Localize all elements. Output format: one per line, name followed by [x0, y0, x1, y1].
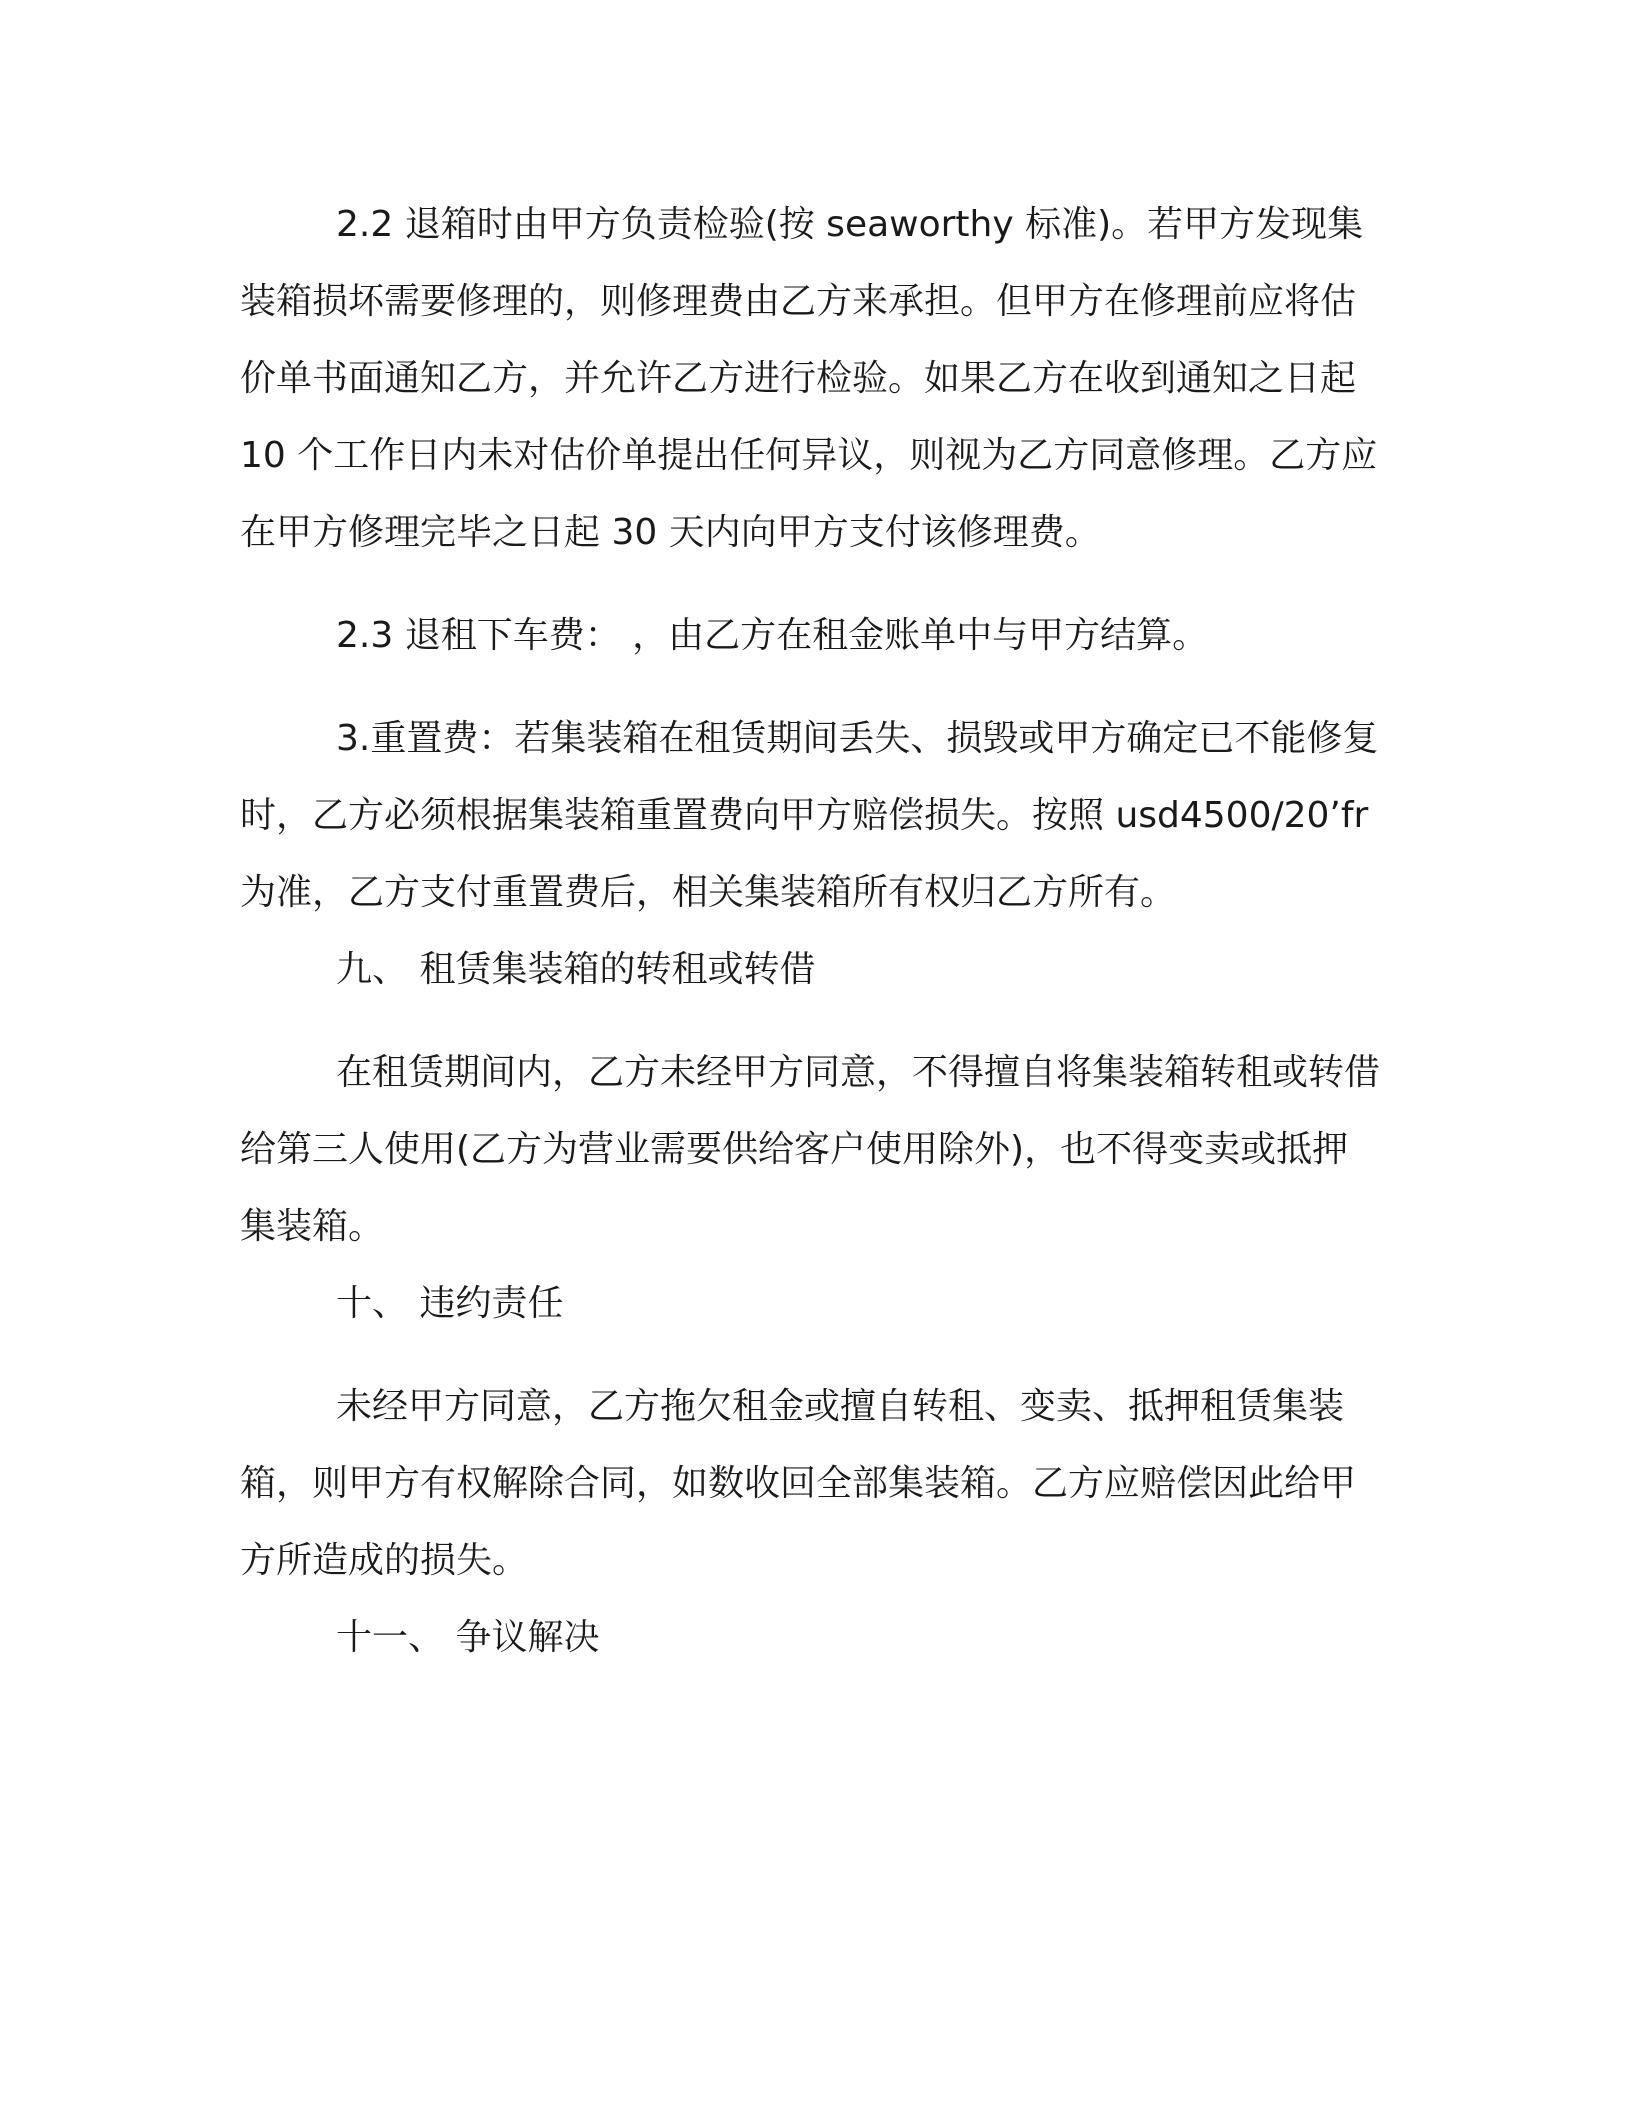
section-9-heading: 九、 租赁集装箱的转租或转借 — [336, 949, 816, 990]
section-9-paragraph: 在租赁期间内，乙方未经甲方同意，不得擅自将集装箱转租或转借给第三人使用(乙方为营业需要供给客户使用除外)，也不得变卖或抵押集装箱。 — [240, 1052, 1381, 1247]
section-10-heading: 十、 违约责任 — [336, 1283, 564, 1324]
clause-2-2-paragraph: 2.2 退箱时由甲方负责检验(按 seaworthy 标准)。若甲方发现集装箱损坏需要修理的，则修理费由乙方来承担。但甲方在修理前应将估价单书面通知乙方，并允许乙方进行检验。如果乙方在收到通知之日起 10 个工作日内未对估价单提出任何异议，则视为乙方同意修理。乙方应在甲方修理完毕之日起 30 天内向甲方支付该修理费。 — [240, 204, 1378, 553]
document-body — [240, 186, 1380, 1676]
section-10-paragraph: 未经甲方同意，乙方拖欠租金或擅自转租、变卖、抵押租赁集装箱，则甲方有权解除合同，如数收回全部集装箱。乙方应赔偿因此给甲方所造成的损失。 — [240, 1386, 1357, 1581]
section-11-heading: 十一、 争议解决 — [336, 1617, 600, 1658]
clause-3-paragraph: 3.重置费：若集装箱在租赁期间丢失、损毁或甲方确定已不能修复时，乙方必须根据集装箱重置费向甲方赔偿损失。按照 usd4500/20’fr 为准，乙方支付重置费后，相关集装箱所有权归乙方所有。 — [240, 718, 1380, 913]
clause-2-3-paragraph: 2.3 退租下车费： ，由乙方在租金账单中与甲方结算。 — [336, 615, 1209, 656]
